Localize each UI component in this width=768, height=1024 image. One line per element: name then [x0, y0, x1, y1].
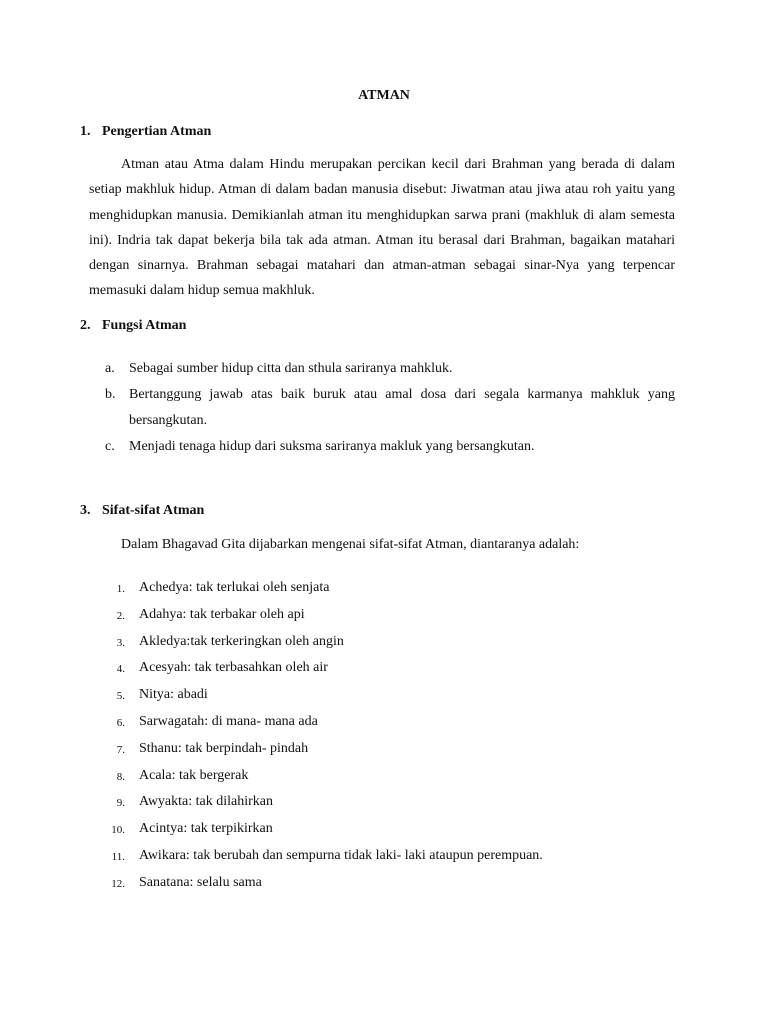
list-marker: 2. [116, 609, 125, 622]
section-heading-fungsi [80, 318, 186, 334]
list-marker: 8. [116, 770, 125, 783]
section-number: 3. [80, 503, 91, 518]
list-item-text: Sthanu: tak berpindah- pindah [139, 740, 309, 756]
list-marker: 9. [116, 797, 125, 810]
list-marker: 4. [116, 663, 125, 676]
list-marker: 7. [116, 743, 125, 756]
list-marker: 3. [116, 636, 125, 649]
list-item-text: Nitya: abadi [139, 687, 208, 703]
section-title: Pengertian Atman [102, 124, 212, 139]
list-item [105, 578, 543, 605]
list-item-text: Sebagai sumber hidup citta dan sthula sariranya mahkluk. [129, 361, 453, 376]
list-item [105, 685, 543, 712]
section-number: 1. [80, 124, 91, 139]
list-marker: a. [105, 361, 115, 376]
section-paragraph-pengertian: Atman atau Atma dalam Hindu merupakan percikan kecil dari Brahman yang berada di dalam setiap makhluk hidup. Atman di dalam badan manusia disebut: Jiwatman atau jiwa atau roh yaitu yang menghidupkan manusia. Demikianlah atman itu menghidupkan sarwa prani (makhluk di alam semesta ini). Indria tak dapat bekerja bila tak ada atman. Atman itu berasal dari Brahman, bagaikan matahari dengan sinarnya. Brahman sebagai matahari dan atman-atman sebagai sinar-Nya yang terpencar memasuki dalam hidup semua makhluk. [89, 157, 675, 299]
list-item-text: Awikara: tak berubah dan sempurna tidak laki- laki ataupun perempuan. [139, 847, 543, 863]
list-item [105, 819, 543, 846]
list-item [105, 605, 543, 632]
list-item [105, 739, 543, 766]
list-marker: 12. [111, 877, 125, 890]
section-heading-pengertian [80, 124, 211, 140]
section-number: 2. [80, 318, 91, 333]
list-item [105, 632, 543, 659]
list-item-text: Akledya:tak terkeringkan oleh angin [139, 633, 344, 649]
list-item-text: Sanatana: selalu sama [139, 874, 262, 890]
section-intro-sifat: Dalam Bhagavad Gita dijabarkan mengenai sifat-sifat Atman, diantaranya adalah: [121, 537, 580, 552]
list-item [105, 846, 543, 873]
list-marker: 10. [111, 824, 125, 837]
list-marker: c. [105, 439, 115, 454]
list-marker: b. [105, 387, 116, 402]
section-heading-sifat [80, 503, 204, 519]
page-title: ATMAN [358, 88, 410, 103]
list-item [105, 873, 543, 900]
list-item [105, 792, 543, 819]
list-item-text: Bertanggung jawab atas baik buruk atau amal dosa dari segala karmanya mahkluk yang bersangkutan. [129, 387, 675, 428]
list-item [105, 434, 675, 460]
list-item [105, 382, 675, 434]
list-item-text: Adahya: tak terbakar oleh api [139, 606, 305, 622]
section-title: Sifat-sifat Atman [102, 503, 205, 518]
list-item-text: Acesyah: tak terbasahkan oleh air [139, 660, 328, 676]
list-item-text: Sarwagatah: di mana- mana ada [139, 713, 318, 729]
section-title: Fungsi Atman [102, 318, 187, 333]
list-item [105, 712, 543, 739]
list-item-text: Achedya: tak terlukai oleh senjata [139, 580, 330, 595]
list-marker: 6. [116, 716, 125, 729]
list-item [105, 766, 543, 793]
list-marker: 5. [116, 690, 125, 703]
list-marker: 11. [111, 850, 125, 863]
list-item-text: Awyakta: tak dilahirkan [139, 794, 274, 810]
list-item-text: Acala: tak bergerak [139, 767, 249, 783]
list-marker: 1. [116, 583, 125, 595]
list-item-text: Menjadi tenaga hidup dari suksma sariranya makluk yang bersangkutan. [129, 439, 535, 454]
sifat-list [105, 578, 543, 900]
list-item [105, 658, 543, 685]
list-item-text: Acintya: tak terpikirkan [139, 821, 273, 837]
fungsi-list [105, 356, 675, 460]
list-item [105, 356, 675, 382]
